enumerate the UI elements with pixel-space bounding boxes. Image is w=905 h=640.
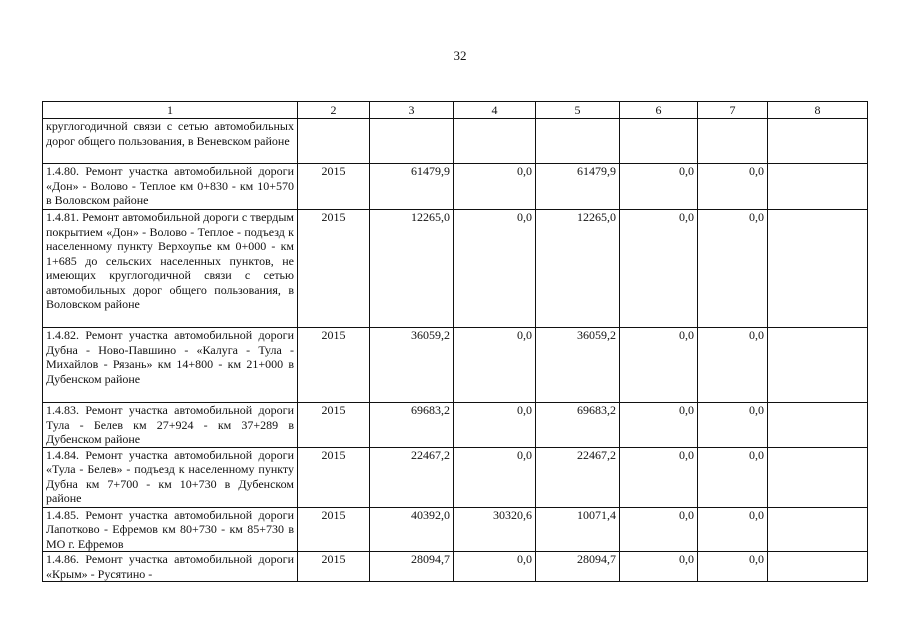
cell-col-6: 0,0 (620, 447, 698, 507)
cell-col-6: 0,0 (620, 164, 698, 210)
table-row (43, 164, 868, 210)
cell-col-6: 0,0 (620, 403, 698, 448)
cell-col-7: 0,0 (698, 403, 768, 448)
cell-col-3: 36059,2 (370, 328, 454, 403)
cell-col-7: 0,0 (698, 164, 768, 210)
table-row (43, 403, 868, 448)
column-header: 7 (698, 102, 768, 119)
row-description: 1.4.86. Ремонт участка автомобильной дороги «Крым» - Русятино - (43, 552, 298, 582)
cell-col-3: 12265,0 (370, 210, 454, 328)
cell-col-3: 69683,2 (370, 403, 454, 448)
table-row (43, 119, 868, 164)
row-description: 1.4.82. Ремонт участка автомобильной дороги Дубна - Ново-Павшино - «Калуга - Тула - Михайлов - Рязань» км 14+800 - км 21+000 в Дубенском районе (43, 328, 298, 403)
row-description: 1.4.80. Ремонт участка автомобильной дороги «Дон» - Волово - Теплое км 0+830 - км 10+570 в Воловском районе (43, 164, 298, 210)
column-header: 1 (43, 102, 298, 119)
table-row (43, 447, 868, 507)
cell-col-5: 22467,2 (536, 447, 620, 507)
cell-col-2: 2015 (298, 447, 370, 507)
cell-col-4: 0,0 (454, 164, 536, 210)
row-description: 1.4.84. Ремонт участка автомобильной дороги «Тула - Белев» - подъезд к населенному пункту Дубна км 7+700 - км 10+730 в Дубенском районе (43, 447, 298, 507)
column-header: 2 (298, 102, 370, 119)
cell-col-8 (768, 210, 868, 328)
cell-col-4: 0,0 (454, 210, 536, 328)
cell-col-2: 2015 (298, 403, 370, 448)
row-description: круглогодичной связи с сетью автомобильных дорог общего пользования, в Веневском районе (43, 119, 298, 164)
cell-col-4: 30320,6 (454, 507, 536, 552)
column-header: 5 (536, 102, 620, 119)
table-row (43, 507, 868, 552)
cell-col-3 (370, 119, 454, 164)
cell-col-2: 2015 (298, 507, 370, 552)
cell-col-4: 0,0 (454, 328, 536, 403)
cell-col-4: 0,0 (454, 403, 536, 448)
cell-col-7: 0,0 (698, 447, 768, 507)
cell-col-5: 36059,2 (536, 328, 620, 403)
cell-col-4: 0,0 (454, 447, 536, 507)
table-row (43, 552, 868, 582)
cell-col-5: 69683,2 (536, 403, 620, 448)
cell-col-7: 0,0 (698, 210, 768, 328)
cell-col-2: 2015 (298, 210, 370, 328)
column-header: 4 (454, 102, 536, 119)
cell-col-8 (768, 403, 868, 448)
cell-col-4 (454, 119, 536, 164)
row-description: 1.4.85. Ремонт участка автомобильной дороги Лапотково - Ефремов км 80+730 - км 85+730 в МО г. Ефремов (43, 507, 298, 552)
cell-col-6 (620, 119, 698, 164)
cell-col-5: 61479,9 (536, 164, 620, 210)
cell-col-6: 0,0 (620, 328, 698, 403)
cell-col-2: 2015 (298, 164, 370, 210)
cell-col-7: 0,0 (698, 552, 768, 582)
header-row (43, 102, 868, 119)
cell-col-5: 28094,7 (536, 552, 620, 582)
budget-table (42, 101, 868, 582)
cell-col-2: 2015 (298, 552, 370, 582)
cell-col-3: 40392,0 (370, 507, 454, 552)
cell-col-7: 0,0 (698, 328, 768, 403)
cell-col-4: 0,0 (454, 552, 536, 582)
table-row (43, 210, 868, 328)
row-description: 1.4.81. Ремонт автомобильной дороги с твердым покрытием «Дон» - Волово - Теплое - подъезд к населенному пункту Верхоупье км 0+000 - км 1+685 до сельских населенных пунктов, не имеющих круглогодичной связи с сетью автомобильных дорог общего пользования, в Воловском районе (43, 210, 298, 328)
column-header: 3 (370, 102, 454, 119)
cell-col-6: 0,0 (620, 552, 698, 582)
page-number: 32 (453, 48, 467, 63)
cell-col-8 (768, 447, 868, 507)
cell-col-6: 0,0 (620, 507, 698, 552)
cell-col-6: 0,0 (620, 210, 698, 328)
cell-col-5 (536, 119, 620, 164)
cell-col-7 (698, 119, 768, 164)
cell-col-2 (298, 119, 370, 164)
cell-col-5: 10071,4 (536, 507, 620, 552)
table-row (43, 328, 868, 403)
cell-col-8 (768, 119, 868, 164)
cell-col-8 (768, 328, 868, 403)
cell-col-8 (768, 507, 868, 552)
cell-col-3: 28094,7 (370, 552, 454, 582)
row-description: 1.4.83. Ремонт участка автомобильной дороги Тула - Белев км 27+924 - км 37+289 в Дубенском районе (43, 403, 298, 448)
cell-col-3: 61479,9 (370, 164, 454, 210)
column-header: 8 (768, 102, 868, 119)
cell-col-7: 0,0 (698, 507, 768, 552)
cell-col-2: 2015 (298, 328, 370, 403)
cell-col-3: 22467,2 (370, 447, 454, 507)
cell-col-8 (768, 552, 868, 582)
cell-col-8 (768, 164, 868, 210)
cell-col-5: 12265,0 (536, 210, 620, 328)
column-header: 6 (620, 102, 698, 119)
